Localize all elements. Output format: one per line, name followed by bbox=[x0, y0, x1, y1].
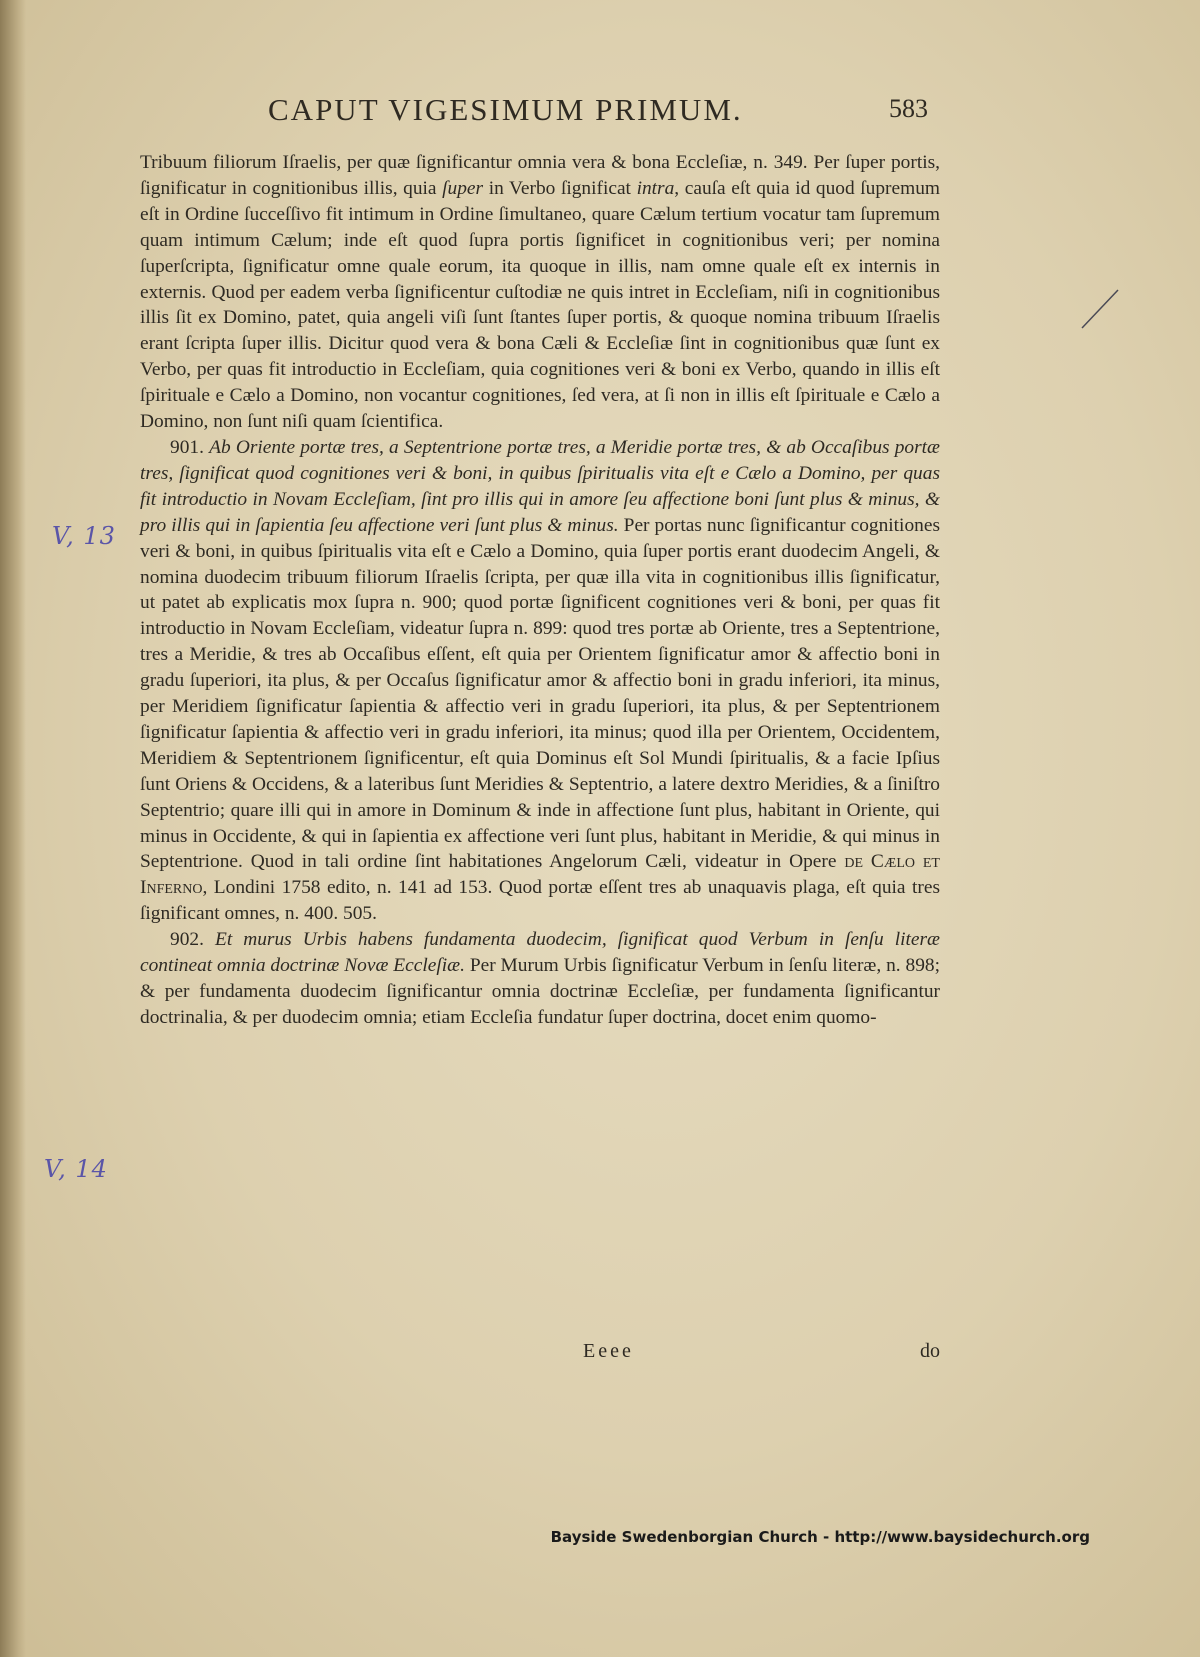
p2-number: 901. bbox=[170, 436, 204, 458]
p1-italic-intra: intra bbox=[636, 177, 675, 199]
p1-italic-super: ſuper bbox=[442, 177, 484, 199]
footer-credit: Bayside Swedenborgian Church - http://www.baysidechurch.org bbox=[550, 1528, 1090, 1546]
body-text bbox=[140, 150, 940, 1031]
paragraph-900-continued bbox=[140, 150, 940, 435]
catchword: do bbox=[920, 1340, 940, 1362]
signature-mark: Eeee bbox=[583, 1340, 634, 1362]
p1-text-c: , cauſa eſt quia id quod ſupremum eſt in Ordine ſucceſſivo fit intimum in Ordine ſimultaneo, quare Cælum tertium vocatur tam ſupremum quam intimum Cælum; inde eſt quod ſupra portis ſignificet in cognitionibus veri; per nomina ſuperſcripta, ſignificatur omne quale eorum, ita quoque in illis, nam omne quale eſt ex internis in externis. Quod per eadem verba ſignificentur cuſtodiæ ne quis intret in Eccleſiam, niſi in cognitionibus illis ſit ex Domino, patet, quia angeli viſi ſunt ſtantes ſuper portis, & quoque nomina tribuum Iſraelis erant ſcripta ſuper illis. Dicitur quod vera & bona Cæli & Eccleſiæ ſint in cognitionibus quæ ſunt ex Verbo, per quas fit introductio in Eccleſiam, quia cognitiones veri & boni ex Verbo, quando in illis eſt ſpirituale e Cælo a Domino, non vocantur cognitiones, ſed vera, at ſi non in illis eſt ſpirituale e Cælo a Domino, non ſunt niſi quam ſcientifica. bbox=[140, 177, 940, 433]
page-header bbox=[268, 92, 928, 136]
margin-note-verse-14: V, 14 bbox=[44, 1155, 108, 1183]
p1-text-b: in Verbo ſignificat bbox=[488, 177, 631, 199]
p2-text-b: , Londini 1758 edito, n. 141 ad 153. Quod portæ eſſent tres ab unaquavis plaga, eſt quia tres ſignificant omnes, n. 400. 505. bbox=[140, 877, 940, 925]
p3-number: 902. bbox=[170, 929, 204, 951]
pen-stroke-mark bbox=[1080, 288, 1120, 330]
p2-italic-heading: Ab Oriente portæ tres, a Septentrione portæ tres, a Meridie portæ tres, & ab Occaſibus portæ tres, ſignificat quod cognitiones veri & boni, in quibus ſpiritualis vita eſt e Cælo a Domino, per quas fit introductio in Novam Eccleſiam, ſint pro illis qui in amore ſeu affectione boni ſunt plus & minus, & pro illis qui in ſapientia ſeu affectione veri ſunt plus & minus. bbox=[140, 436, 940, 536]
p1-text: Tribuum filiorum Iſraelis, per quæ ſignificantur omnia vera & bona Eccleſiæ, n. 349. Per ſuper portis, ſignificatur in cognitionibus illis, quia bbox=[140, 152, 940, 199]
page-number: 583 bbox=[889, 94, 928, 123]
paragraph-901 bbox=[140, 435, 940, 927]
p3-italic-heading: Et murus Urbis habens fundamenta duodecim, ſignificat quod Verbum in ſenſu literæ contineat omnia doctrinæ Novæ Eccleſiæ. bbox=[140, 929, 940, 977]
paragraph-902 bbox=[140, 927, 940, 1031]
p3-text: Per Murum Urbis ſignificatur Verbum in ſenſu literæ, n. 898; & per fundamenta duodecim ſignificantur omnia doctrinæ Eccleſiæ, per fundamenta ſignificantur doctrinalia, & per duodecim omnia; etiam Eccleſia fundatur ſuper doctrina, docet enim quomo- bbox=[140, 955, 940, 1028]
running-title: CAPUT VIGESIMUM PRIMUM. bbox=[268, 92, 743, 127]
p2-book-title: de Cælo et Inferno bbox=[140, 851, 940, 899]
margin-note-verse-13: V, 13 bbox=[52, 522, 116, 550]
page-gutter-shadow bbox=[0, 0, 26, 1657]
p2-text: Per portas nunc ſignificantur cognitiones veri & boni, in quibus ſpiritualis vita eſt e Cælo a Domino, quia ſuper portis erant duodecim Angeli, & nomina duodecim tribuum filiorum Iſraelis ſcripta, per quæ illa vita in cognitionibus illis ſignificatur, ut patet ab explicatis mox ſupra n. 900; quod portæ ſignificent cognitiones veri & boni, per quas fit introductio in Novam Eccleſiam, videatur ſupra n. 899: quod tres portæ ab Oriente, tres a Septentrione, tres a Meridie, & tres ab Occaſibus eſſent, eſt quia per Orientem ſignificatur amor & affectio boni in gradu ſuperiori, ita plus, & per Occaſus ſignificatur amor & affectio boni in gradu inferiori, ita minus, per Meridiem ſignificatur ſapientia & affectio veri in gradu ſuperiori, ita plus, & per Septentrionem ſignificatur ſapientia & affectio veri in gradu inferiori, ita minus; quod illa per Orientem, Occidentem, Meridiem & Septentrionem ſignificentur, eſt quia Dominus eſt Sol Mundi ſpiritualis, & a facie Ipſius ſunt Oriens & Occidens, & a lateribus ſunt Meridies & Septentrio, a latere dextro Meridies, & a ſiniſtro Septentrio; quare illi qui in amore in Dominum & inde in affectione ſunt plus, habitant in Oriente, qui minus in Occidente, & qui in ſapientia ex affectione veri ſunt plus, habitant in Meridie, & qui minus in Septentrione. Quod in tali ordine ſint habitationes Angelorum Cæli, videatur in Opere bbox=[140, 514, 940, 873]
